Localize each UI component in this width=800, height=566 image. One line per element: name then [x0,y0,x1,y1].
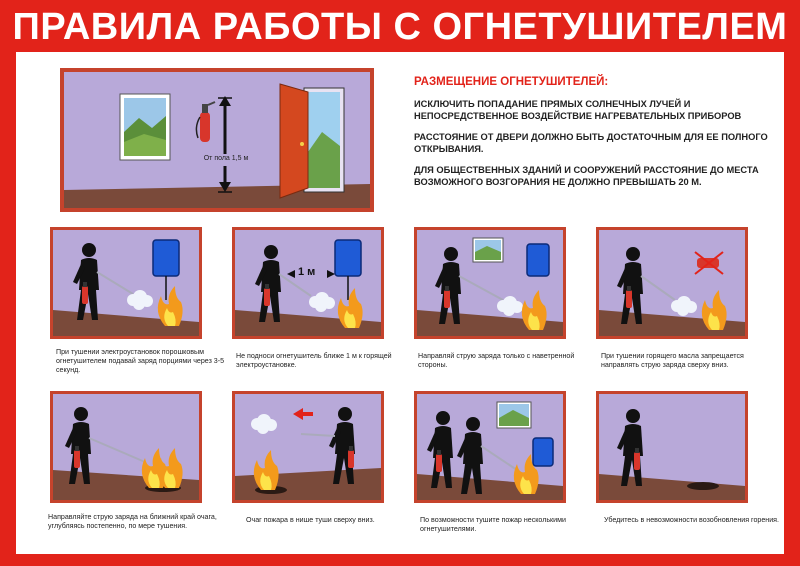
room-illustration [60,68,374,212]
panel-multiple-extinguishers [414,391,566,503]
panel-keep-distance [232,227,384,339]
panel-caption: Очаг пожара в нише туши сверху вниз. [246,516,375,524]
panel-caption: По возможности тушите пожар несколькими огнетушителями. [420,516,566,533]
landscape-picture-icon [497,402,531,428]
panel-caption: Направляйте струю заряда на ближний край очага, углубляясь постепенно, по мере тушения. [48,513,217,530]
landscape-picture-icon [473,238,503,262]
landscape-picture-icon [120,94,170,160]
electrical-panel-icon [533,438,553,466]
electrical-panel-icon [527,244,549,276]
panel-caption: Убедитесь в невозможности возобновления горения. [604,516,779,524]
panel-caption: Не подноси огнетушитель ближе 1 м к горящей электроустановке. [236,352,392,369]
open-door-icon [280,84,344,198]
placement-info [414,76,784,197]
panel-check-reignition [596,391,748,503]
panel-caption: Направляй струю заряда только с наветренной стороны. [418,352,575,369]
panel-caption: При тушении электроустановок порошковым огнетушителем подавай заряд порциями через 3-5 секунд. [56,348,225,374]
burnt-spot-icon [687,482,719,490]
panel-oil-fire [596,227,748,339]
placement-heading: РАЗМЕЩЕНИЕ ОГНЕТУШИТЕЛЕЙ: [414,76,609,88]
placement-rule: РАССТОЯНИЕ ОТ ДВЕРИ ДОЛЖНО БЫТЬ ДОСТАТОЧНЫМ ДЛЯ ЕЕ ПОЛНОГО ОТКРЫВАНИЯ. [414,132,768,154]
panel-powder-portions [50,227,202,339]
panel-windward-side [414,227,566,339]
room-scene [64,72,370,208]
panel-near-edge [50,391,202,503]
height-label: От пола 1,5 м [203,155,249,162]
placement-rule: ДЛЯ ОБЩЕСТВЕННЫХ ЗДАНИЙ И СООРУЖЕНИЙ РАССТОЯНИЕ ДО МЕСТА ВОЗМОЖНОГО ВОЗГОРАНИЯ НЕ ДОЛЖНО ПРЕВЫШАТЬ 20 М. [414,165,759,187]
panel-caption: При тушении горящего масла запрещается направлять струю заряда сверху вниз. [601,352,744,369]
poster-title: ПРАВИЛА РАБОТЫ С ОГНЕТУШИТЕЛЕМ [12,6,788,48]
distance-label: 1 м [298,266,316,278]
placement-rule: ИСКЛЮЧИТЬ ПОПАДАНИЕ ПРЯМЫХ СОЛНЕЧНЫХ ЛУЧЕЙ И НЕПОСРЕДСТВЕННОЕ ВОЗДЕЙСТВИЕ НАГРЕВАТЕЛЬНЫХ ПРИБОРОВ [414,99,742,121]
panel-niche-fire [232,391,384,503]
